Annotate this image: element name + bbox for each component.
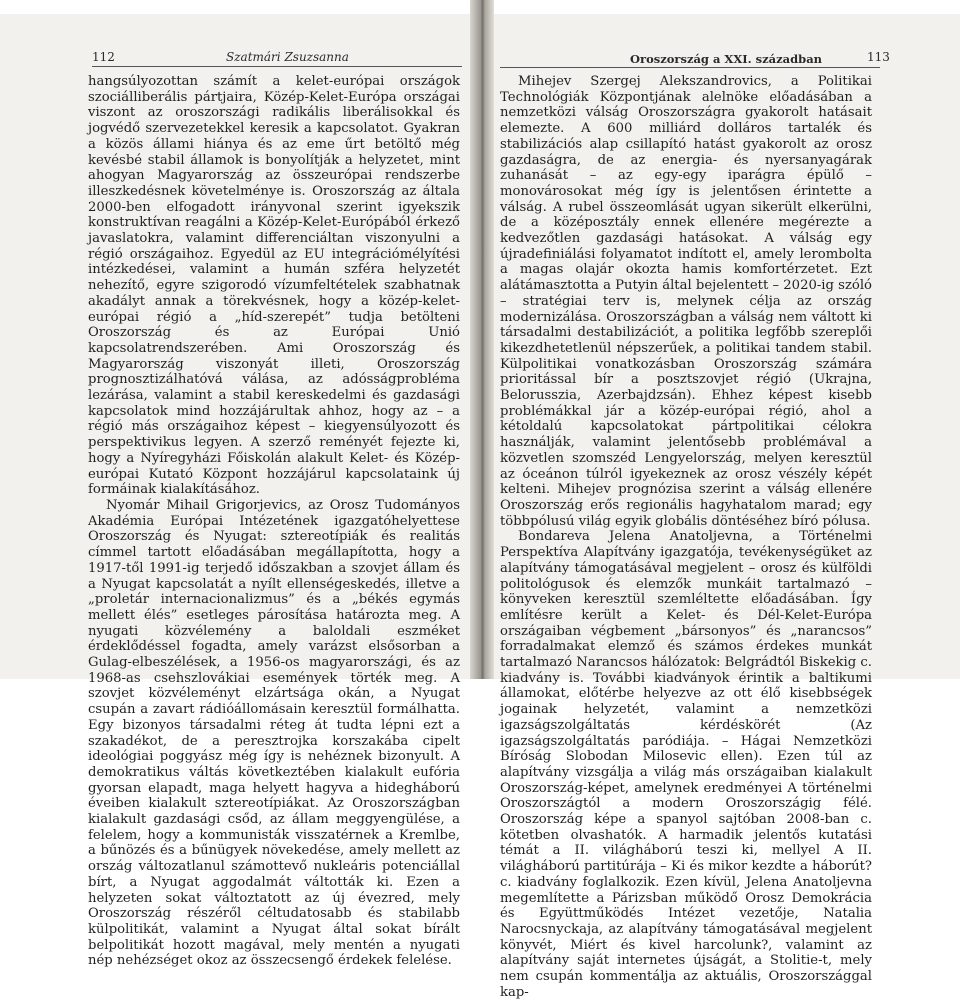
left-page-text [88,74,460,969]
right-page [482,14,960,1000]
right-paragraph-1: Mihejev Szergej Alekszandrovics, a Politikai Technológiák Központjának alelnöke előadásában a nemzetközi válság Oroszországra gyakorolt hatásait elemezte. A 600 milliárd dolláros tartalék és stabilizációs alap csillapító hatást gyakorolt az orosz gazdaságra, de az energia- és nyersanyagárak zuhanását – az egy-egy iparágra épülő – monovárosokat még így is jelentősen érintette a válság. A rubel összeomlását ugyan sikerült elkerülni, de a középosztály ennek ellenére megérezte a kedvezőtlen gazdasági hatásokat. A válság egy újradefiniálási folyamatot indított el, amely lerombolta a magas olajár okozta hamis komfortérzetet. Ezt alátámasztotta a Putyin által bejelentett – 2020-ig szóló – stratégiai terv is, melynek célja az ország modernizálása. Oroszországban a válság nem váltott ki társadalmi destabilizációt, a politika legfőbb szereplői kikezdhetetlenül népszerűek, a politikai tandem stabil. Külpolitikai vonatkozásban Oroszország számára prioritással bír a posztszovjet régió (Ukrajna, Belorusszia, Azerbajdzsán). Ehhez képest kisebb problémákkal jár a közép-európai régió, ahol a kétoldalú kapcsolatokat pártpolitikai célokra használják, valamint jelentősebb problémával a közvetlen szomszéd Lengyelország, melyen keresztül az óceánon túlról igyekeznek az orosz vészély képét kelteni. Mihejev prognózisa szerint a válság ellenére Oroszország erős regionális hagyhatalom marad; egy többpólusú világ egyik globális döntéséhez bíró pólusa. [500,74,872,529]
right-running-head: Oroszország a XXI. században [630,52,823,66]
right-page-text [500,74,872,1000]
left-page [0,14,478,969]
left-page-number: 112 [92,50,115,64]
left-paragraph-1: hangsúlyozottan számít a kelet-európai országok szociálliberális pártjaira, Közép-Kelet-Európa országai viszont az oroszországi radikális liberálisokkal és jogvédő szervezetekkel keresik a kapcsolatot. Gyakran a közös állami hiánya és az eme űrt betöltő még kevésbé stabil államok is bonyolítják a helyzetet, mint ahogyan Magyarország az összeurópai rendszerbe illeszkedésnek követelménye is. Oroszország az általa 2000-ben elfogadott irányvonal szerint igyekszik konstruktívan reagálni a Közép-Kelet-Európából érkező javaslatokra, valamint differenciáltan viszonyulni a régió országaihoz. Egyedül az EU integrációmélyítési intézkedései, valamint a humán szféra helyzetét nehezítő, egyre szigorodó vízumfeltételek szabhatnak akadályt annak a törekvésnek, hogy a közép-kelet-európai régió a „híd-szerepét” tudja betölteni Oroszország és az Európai Unió kapcsolatrendszerében. Ami Oroszország és Magyarország viszonyát illeti, Oroszország prognosztizálhatóvá válása, az adósságprobléma lezárása, valamint a stabil kereskedelmi és gazdasági kapcsolatok mind hozzájárultak ahhoz, hogy az – a régió más országaihoz képest – kiegyensúlyozott és perspektivikus legyen. A szerző reményét fejezte ki, hogy a Nyíregyházi Főiskolán alakult Kelet- és Közép-európai Kutató Központ hozzájárul kapcsolataink új formáinak kialakításához. [88,74,460,498]
left-header-rule [92,66,462,67]
right-page-number: 113 [867,50,890,64]
right-paragraph-2: Bondareva Jelena Anatoljevna, a Történelmi Perspektíva Alapítvány igazgatója, tevékenységüket az alapítvány támogatásával megjelent – orosz és külföldi politológusok és elemzők munkáit tartalmazó – könyveken keresztül szemléltette előadásában. Így említésre került a Kelet- és Dél-Kelet-Európa országaiban végbement „bársonyos” és „narancsos” forradalmakat elemző és számos érdekes munkát tartalmazó Narancsos hálózatok: Belgrádtól Biskekig c. kiadvány is. További kiadványok érintik a baltikumi államokat, előtérbe helyezve az ott élő kisebbségek jogainak helyzetét, valamint a nemzetközi igazságszolgáltatás kérdéskörét (Az igazságszolgáltatás paródiája. – Hágai Nemzetközi Bíróság Slobodan Milosevic ellen). Ezen túl az alapítvány vizsgálja a világ más országaiban kialakult Oroszország-képet, amelynek eredményei A történelmi Oroszországtól a modern Oroszországig félé. Oroszország képe a spanyol sajtóban 2008-ban c. kötetben olvashatók. A harmadik jelentős kutatási témát a II. világháború teszi ki, mellyel A II. világháború partitúrája – Ki és mikor kezdte a háborút? c. kiadvány foglalkozik. Ezen kívül, Jelena Anatoljevna megemlítette a Párizsban működő Orosz Demokrácia és Együttműködés Intézet vezetője, Natalia Narocsnyckaja, az alapítvány támogatásával megjelent könyvét, Miért és kivel harcolunk?, valamint az alapítvány saját internetes újságát, a Stolitie-t, mely nem csupán kommentálja az aktuális, Oroszországgal kap- [500,529,872,1000]
left-running-head: Szatmári Zsuzsanna [226,50,349,64]
right-header-rule [500,67,880,68]
left-paragraph-2: Nyomár Mihail Grigorjevics, az Orosz Tudományos Akadémia Európai Intézetének igazgatóhelyettese Oroszország és Nyugat: sztereotípiák és realitás címmel tartott előadásában megállapította, hogy a 1917-től 1991-ig terjedő időszakban a szovjet állam és a Nyugat kapcsolatát a nyílt ellenségeskedés, illetve a „proletár internacionalizmus” és a „békés egymás mellett élés” esetleges párosítása határozta meg. A nyugati közvélemény a baloldali eszméket érdeklődéssel fogadta, amely varázst elsősorban a Gulag-elbeszélések, a 1956-os magyarországi, és az 1968-as csehszlovákiai események törték meg. A szovjet közvéleményt elzártsága okán, a Nyugat csupán a zavart rádióállomásain keresztül formálhatta. Egy bizonyos társadalmi réteg át tudta lépni ezt a szakadékot, de a peresztrojka korszakába cipelt ideológiai poggyász még így is nehéznek bizonyult. A demokratikus váltás következtében kialakult eufória gyorsan elapadt, maga helyett hagyva a hidegháború éveiben kialakult sztereotípiákat. Az Oroszországban kialakult gazdasági csőd, az állam meggyengülése, a felelem, hogy a kommunisták visszatérnek a Kremlbe, a bűnözés és a bűnügyek növekedése, amely mellett az ország változatlanul számottevő nukleáris potenciállal bírt, a Nyugat aggodalmát váltották ki. Ezen a helyzeten sokat változtatott az új évezred, mely Oroszország részéről céltudatosabb és stabilabb külpolitikát, valamint a Nyugat által sokat bírált belpolitikát hozott magával, mely mentén a nyugati nép nehézséget okoz az összecsengő érdekek felelése. [88,497,460,969]
book-gutter [470,0,494,679]
